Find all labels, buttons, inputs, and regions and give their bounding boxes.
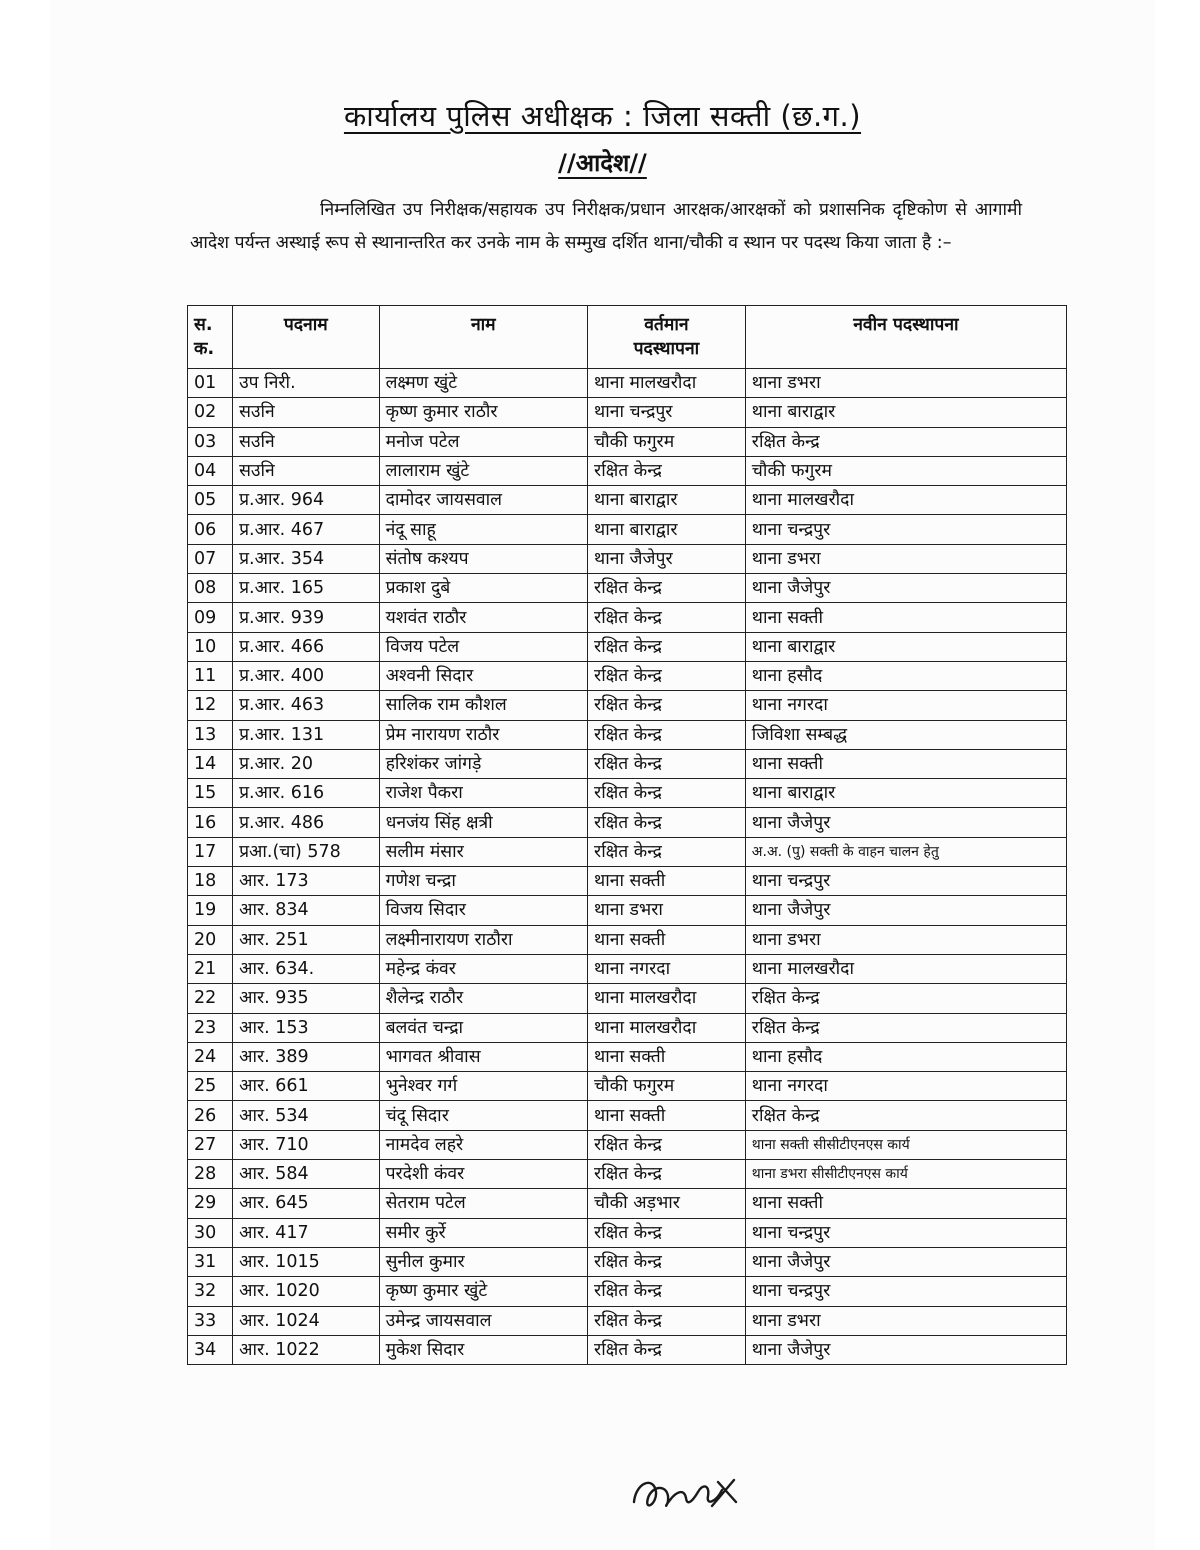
cell-post: सउनि — [233, 456, 380, 485]
cell-current-posting: चौकी फगुरम — [588, 427, 746, 456]
cell-post: प्र.आर. 616 — [233, 779, 380, 808]
table-row — [188, 456, 1067, 485]
cell-current-posting: रक्षित केन्द्र — [588, 749, 746, 778]
table-row — [188, 1306, 1067, 1335]
table-row — [188, 749, 1067, 778]
cell-name: धनजंय सिंह क्षत्री — [379, 808, 587, 837]
cell-name: विजय सिदार — [379, 896, 587, 925]
cell-name: बलवंत चन्द्रा — [379, 1013, 587, 1042]
cell-post: आर. 417 — [233, 1218, 380, 1247]
cell-current-posting: रक्षित केन्द्र — [588, 661, 746, 690]
cell-sr: 02 — [188, 398, 233, 427]
cell-name: नामदेव लहरे — [379, 1130, 587, 1159]
cell-post: प्र.आर. 165 — [233, 574, 380, 603]
cell-sr: 20 — [188, 925, 233, 954]
table-row — [188, 369, 1067, 398]
table-row — [188, 984, 1067, 1013]
cell-sr: 08 — [188, 574, 233, 603]
cell-current-posting: रक्षित केन्द्र — [588, 779, 746, 808]
cell-post: आर. 1020 — [233, 1277, 380, 1306]
table-row — [188, 398, 1067, 427]
table-header-row — [188, 306, 1067, 369]
cell-name: राजेश पैकरा — [379, 779, 587, 808]
cell-current-posting: चौकी अड़भार — [588, 1189, 746, 1218]
cell-current-posting: रक्षित केन्द्र — [588, 456, 746, 485]
table-row — [188, 896, 1067, 925]
cell-current-posting: थाना बाराद्वार — [588, 515, 746, 544]
cell-post: प्र.आर. 400 — [233, 661, 380, 690]
cell-current-posting: थाना नगरदा — [588, 954, 746, 983]
cell-current-posting: रक्षित केन्द्र — [588, 808, 746, 837]
cell-sr: 21 — [188, 954, 233, 983]
table-row — [188, 1160, 1067, 1189]
cell-current-posting: रक्षित केन्द्र — [588, 1277, 746, 1306]
table-row — [188, 1247, 1067, 1276]
cell-current-posting: रक्षित केन्द्र — [588, 720, 746, 749]
cell-new-posting: थाना चन्द्रपुर — [745, 1277, 1066, 1306]
cell-name: प्रकाश दुबे — [379, 574, 587, 603]
table-row — [188, 1335, 1067, 1364]
cell-new-posting: थाना हसौद — [745, 661, 1066, 690]
cell-sr: 16 — [188, 808, 233, 837]
cell-sr: 27 — [188, 1130, 233, 1159]
cell-name: सेतराम पटेल — [379, 1189, 587, 1218]
cell-name: प्रेम नारायण राठौर — [379, 720, 587, 749]
cell-sr: 33 — [188, 1306, 233, 1335]
cell-current-posting: थाना सक्ती — [588, 1042, 746, 1071]
cell-new-posting: थाना जैजेपुर — [745, 1247, 1066, 1276]
header-name: नाम — [379, 306, 587, 369]
cell-post: आर. 1024 — [233, 1306, 380, 1335]
cell-post: उप निरी. — [233, 369, 380, 398]
cell-sr: 22 — [188, 984, 233, 1013]
table-row — [188, 427, 1067, 456]
table-row — [188, 574, 1067, 603]
cell-current-posting: चौकी फगुरम — [588, 1072, 746, 1101]
cell-sr: 25 — [188, 1072, 233, 1101]
table-row — [188, 515, 1067, 544]
cell-sr: 09 — [188, 603, 233, 632]
cell-name: लालाराम खुंटे — [379, 456, 587, 485]
cell-sr: 07 — [188, 544, 233, 573]
cell-current-posting: रक्षित केन्द्र — [588, 603, 746, 632]
cell-new-posting: थाना सक्ती — [745, 749, 1066, 778]
cell-name: मुकेश सिदार — [379, 1335, 587, 1364]
cell-name: विजय पटेल — [379, 632, 587, 661]
cell-post: प्र.आर. 354 — [233, 544, 380, 573]
cell-current-posting: रक्षित केन्द्र — [588, 574, 746, 603]
cell-current-posting: रक्षित केन्द्र — [588, 1218, 746, 1247]
cell-new-posting: थाना चन्द्रपुर — [745, 1218, 1066, 1247]
cell-name: दामोदर जायसवाल — [379, 486, 587, 515]
cell-post: प्रआ.(चा) 578 — [233, 837, 380, 866]
cell-current-posting: रक्षित केन्द्र — [588, 1335, 746, 1364]
cell-current-posting: थाना मालखरौदा — [588, 369, 746, 398]
cell-new-posting: रक्षित केन्द्र — [745, 984, 1066, 1013]
cell-sr: 06 — [188, 515, 233, 544]
cell-new-posting: थाना सक्ती — [745, 603, 1066, 632]
cell-sr: 32 — [188, 1277, 233, 1306]
intro-paragraph: निम्नलिखित उप निरीक्षक/सहायक उप निरीक्षक/प्रधान आरक्षक/आरक्षकों को प्रशासनिक दृष्टिकोण से आगामी आदेश पर्यन्त अस्थाई रूप से स्थानान्तरित कर उनके नाम के सम्मुख दर्शित थाना/चौकी व स्थान पर पदस्थ किया जाता है :– — [190, 200, 1022, 253]
cell-current-posting: थाना डभरा — [588, 896, 746, 925]
table-row — [188, 544, 1067, 573]
table-row — [188, 837, 1067, 866]
cell-post: आर. 251 — [233, 925, 380, 954]
cell-post: आर. 710 — [233, 1130, 380, 1159]
cell-post: प्र.आर. 131 — [233, 720, 380, 749]
cell-new-posting: थाना जैजेपुर — [745, 808, 1066, 837]
cell-name: संतोष कश्यप — [379, 544, 587, 573]
cell-name: अश्वनी सिदार — [379, 661, 587, 690]
table-row — [188, 1013, 1067, 1042]
table-row — [188, 779, 1067, 808]
cell-current-posting: थाना सक्ती — [588, 925, 746, 954]
cell-new-posting: थाना जैजेपुर — [745, 896, 1066, 925]
cell-sr: 04 — [188, 456, 233, 485]
cell-new-posting: थाना मालखरौदा — [745, 486, 1066, 515]
cell-post: सउनि — [233, 427, 380, 456]
cell-post: प्र.आर. 964 — [233, 486, 380, 515]
cell-new-posting: थाना नगरदा — [745, 1072, 1066, 1101]
cell-name: लक्ष्मण खुंटे — [379, 369, 587, 398]
table-row — [188, 691, 1067, 720]
cell-post: आर. 634. — [233, 954, 380, 983]
cell-name: भागवत श्रीवास — [379, 1042, 587, 1071]
cell-post: आर. 584 — [233, 1160, 380, 1189]
cell-new-posting: थाना सक्ती — [745, 1189, 1066, 1218]
cell-name: लक्ष्मीनारायण राठौरा — [379, 925, 587, 954]
cell-sr: 28 — [188, 1160, 233, 1189]
cell-name: समीर कुर्रे — [379, 1218, 587, 1247]
cell-new-posting: थाना डभरा सीसीटीएनएस कार्य — [745, 1160, 1066, 1189]
cell-post: आर. 153 — [233, 1013, 380, 1042]
cell-sr: 29 — [188, 1189, 233, 1218]
cell-current-posting: थाना मालखरौदा — [588, 1013, 746, 1042]
cell-name: सलीम मंसार — [379, 837, 587, 866]
cell-new-posting: रक्षित केन्द्र — [745, 1013, 1066, 1042]
table-row — [188, 632, 1067, 661]
cell-new-posting: रक्षित केन्द्र — [745, 1101, 1066, 1130]
cell-sr: 34 — [188, 1335, 233, 1364]
signature — [626, 1462, 746, 1522]
table-row — [188, 867, 1067, 896]
cell-new-posting: थाना डभरा — [745, 925, 1066, 954]
cell-post: आर. 834 — [233, 896, 380, 925]
cell-sr: 12 — [188, 691, 233, 720]
cell-sr: 18 — [188, 867, 233, 896]
cell-post: आर. 645 — [233, 1189, 380, 1218]
cell-new-posting: अ.अ. (पु) सक्ती के वाहन चालन हेतु — [745, 837, 1066, 866]
cell-new-posting: थाना चन्द्रपुर — [745, 515, 1066, 544]
cell-name: मनोज पटेल — [379, 427, 587, 456]
cell-current-posting: थाना चन्द्रपुर — [588, 398, 746, 427]
cell-post: आर. 173 — [233, 867, 380, 896]
cell-current-posting: थाना सक्ती — [588, 867, 746, 896]
cell-new-posting: थाना डभरा — [745, 544, 1066, 573]
cell-post: प्र.आर. 463 — [233, 691, 380, 720]
cell-name: कृष्ण कुमार खुंटे — [379, 1277, 587, 1306]
cell-sr: 26 — [188, 1101, 233, 1130]
cell-new-posting: चौकी फगुरम — [745, 456, 1066, 485]
cell-name: भुनेश्वर गर्ग — [379, 1072, 587, 1101]
table-row — [188, 1042, 1067, 1071]
cell-post: प्र.आर. 939 — [233, 603, 380, 632]
cell-sr: 11 — [188, 661, 233, 690]
table-row — [188, 1130, 1067, 1159]
cell-current-posting: थाना जैजेपुर — [588, 544, 746, 573]
cell-new-posting: थाना मालखरौदा — [745, 954, 1066, 983]
cell-current-posting: रक्षित केन्द्र — [588, 1247, 746, 1276]
document-page — [50, 0, 1155, 1550]
table-row — [188, 1189, 1067, 1218]
header-current-posting: वर्तमान पदस्थापना — [588, 306, 746, 369]
cell-new-posting: थाना बाराद्वार — [745, 632, 1066, 661]
cell-name: कृष्ण कुमार राठौर — [379, 398, 587, 427]
office-title: कार्यालय पुलिस अधीक्षक : जिला सक्ती (छ.ग.) — [343, 99, 862, 133]
table-row — [188, 603, 1067, 632]
header-sr: स. क. — [188, 306, 233, 369]
cell-sr: 15 — [188, 779, 233, 808]
cell-post: आर. 1015 — [233, 1247, 380, 1276]
cell-sr: 24 — [188, 1042, 233, 1071]
cell-new-posting: जिविशा सम्बद्ध — [745, 720, 1066, 749]
cell-sr: 30 — [188, 1218, 233, 1247]
cell-name: महेन्द्र कंवर — [379, 954, 587, 983]
cell-new-posting: थाना हसौद — [745, 1042, 1066, 1071]
cell-name: चंदू सिदार — [379, 1101, 587, 1130]
cell-name: शैलेन्द्र राठौर — [379, 984, 587, 1013]
cell-new-posting: थाना जैजेपुर — [745, 1335, 1066, 1364]
table-row — [188, 720, 1067, 749]
cell-post: आर. 935 — [233, 984, 380, 1013]
cell-name: सुनील कुमार — [379, 1247, 587, 1276]
cell-post: आर. 661 — [233, 1072, 380, 1101]
table-row — [188, 486, 1067, 515]
header-post: पदनाम — [233, 306, 380, 369]
cell-new-posting: थाना चन्द्रपुर — [745, 867, 1066, 896]
cell-name: हरिशंकर जांगड़े — [379, 749, 587, 778]
cell-current-posting: थाना बाराद्वार — [588, 486, 746, 515]
cell-name: उमेन्द्र जायसवाल — [379, 1306, 587, 1335]
cell-sr: 23 — [188, 1013, 233, 1042]
cell-name: सालिक राम कौशल — [379, 691, 587, 720]
cell-current-posting: रक्षित केन्द्र — [588, 1306, 746, 1335]
cell-new-posting: थाना बाराद्वार — [745, 779, 1066, 808]
order-heading: //आदेश// — [558, 149, 647, 177]
cell-post: प्र.आर. 466 — [233, 632, 380, 661]
cell-name: यशवंत राठौर — [379, 603, 587, 632]
cell-new-posting: थाना सक्ती सीसीटीएनएस कार्य — [745, 1130, 1066, 1159]
header-new-posting: नवीन पदस्थापना — [745, 306, 1066, 369]
cell-current-posting: थाना मालखरौदा — [588, 984, 746, 1013]
cell-name: नंदू साहू — [379, 515, 587, 544]
cell-name: परदेशी कंवर — [379, 1160, 587, 1189]
cell-current-posting: रक्षित केन्द्र — [588, 632, 746, 661]
cell-sr: 19 — [188, 896, 233, 925]
table-row — [188, 1218, 1067, 1247]
cell-sr: 14 — [188, 749, 233, 778]
table-row — [188, 1101, 1067, 1130]
cell-post: आर. 1022 — [233, 1335, 380, 1364]
cell-sr: 05 — [188, 486, 233, 515]
table-row — [188, 1072, 1067, 1101]
cell-current-posting: रक्षित केन्द्र — [588, 1160, 746, 1189]
cell-new-posting: थाना बाराद्वार — [745, 398, 1066, 427]
cell-name: गणेश चन्द्रा — [379, 867, 587, 896]
cell-sr: 01 — [188, 369, 233, 398]
cell-current-posting: रक्षित केन्द्र — [588, 1130, 746, 1159]
cell-current-posting: रक्षित केन्द्र — [588, 837, 746, 866]
cell-current-posting: थाना सक्ती — [588, 1101, 746, 1130]
cell-sr: 17 — [188, 837, 233, 866]
cell-post: आर. 534 — [233, 1101, 380, 1130]
cell-new-posting: थाना नगरदा — [745, 691, 1066, 720]
cell-current-posting: रक्षित केन्द्र — [588, 691, 746, 720]
cell-post: प्र.आर. 467 — [233, 515, 380, 544]
cell-post: प्र.आर. 486 — [233, 808, 380, 837]
cell-new-posting: थाना डभरा — [745, 1306, 1066, 1335]
table-row — [188, 661, 1067, 690]
cell-new-posting: रक्षित केन्द्र — [745, 427, 1066, 456]
cell-post: आर. 389 — [233, 1042, 380, 1071]
transfer-table — [187, 305, 1067, 1365]
cell-sr: 10 — [188, 632, 233, 661]
cell-new-posting: थाना जैजेपुर — [745, 574, 1066, 603]
cell-sr: 13 — [188, 720, 233, 749]
cell-sr: 31 — [188, 1247, 233, 1276]
table-row — [188, 1277, 1067, 1306]
table-row — [188, 925, 1067, 954]
cell-post: प्र.आर. 20 — [233, 749, 380, 778]
cell-post: सउनि — [233, 398, 380, 427]
cell-sr: 03 — [188, 427, 233, 456]
table-row — [188, 954, 1067, 983]
cell-new-posting: थाना डभरा — [745, 369, 1066, 398]
table-row — [188, 808, 1067, 837]
